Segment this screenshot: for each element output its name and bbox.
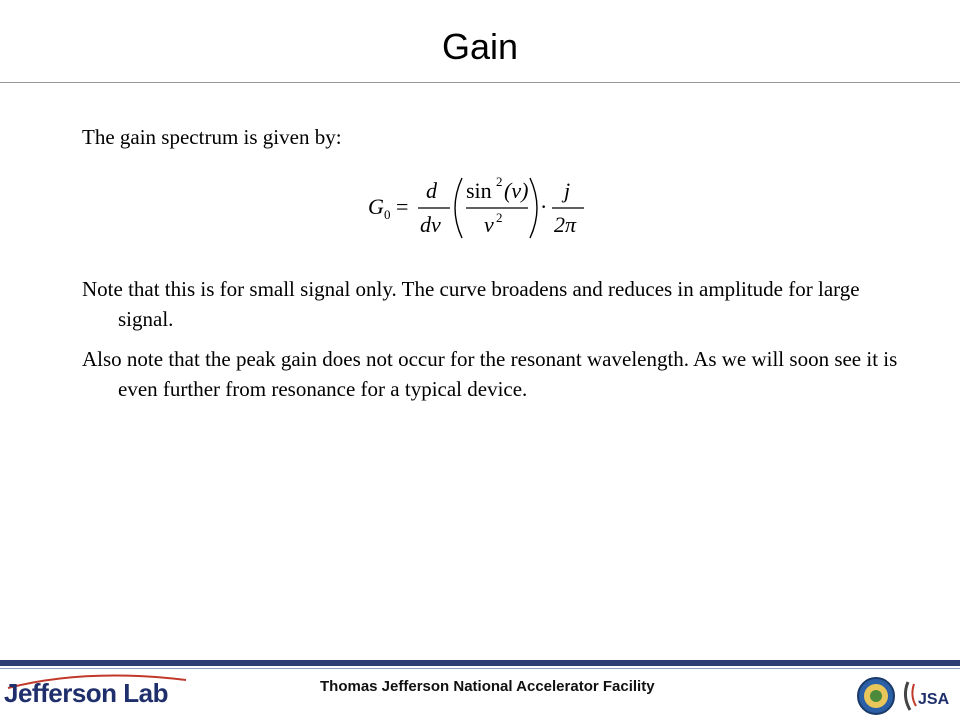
formula-dot: · — [540, 194, 548, 219]
formula-g-sub: 0 — [384, 207, 391, 222]
doe-seal-icon — [856, 676, 896, 716]
facility-name: Thomas Jefferson National Accelerator Facility — [320, 678, 655, 695]
jsa-text: JSA — [918, 691, 950, 708]
jefferson-lab-logo: Jefferson Lab — [4, 678, 168, 708]
formula-two-pi: 2π — [554, 212, 577, 237]
footer-rule-thin — [0, 668, 960, 669]
formula-nu-sup: 2 — [496, 210, 503, 225]
formula-sin: sin — [466, 178, 492, 203]
footer-rule — [0, 660, 960, 666]
formula-sin-arg: (ν) — [504, 178, 529, 203]
note-paragraph-2: Also note that the peak gain does not occur for the resonant wavelength. As we will soon see it is even further from resonance for a typical device. — [82, 347, 898, 401]
formula-left-paren — [455, 178, 462, 238]
slide-title: Gain — [441, 26, 519, 67]
formula-j: j — [564, 178, 571, 203]
formula-equals: = — [396, 194, 409, 219]
gain-formula — [366, 172, 586, 242]
formula-g: G — [368, 194, 384, 219]
note-paragraph-1: Note that this is for small signal only. The curve broadens and reduces in amplitude for large signal. — [82, 277, 860, 331]
formula-right-paren — [530, 178, 537, 238]
formula-d-num: d — [426, 178, 437, 203]
formula-d-den: dν — [420, 212, 441, 237]
formula-sin-sup: 2 — [496, 174, 503, 189]
intro-paragraph: The gain spectrum is given by: — [82, 125, 342, 149]
jsa-logo-icon — [900, 676, 956, 716]
formula-nu-den: ν — [484, 212, 494, 237]
title-divider — [0, 82, 960, 83]
